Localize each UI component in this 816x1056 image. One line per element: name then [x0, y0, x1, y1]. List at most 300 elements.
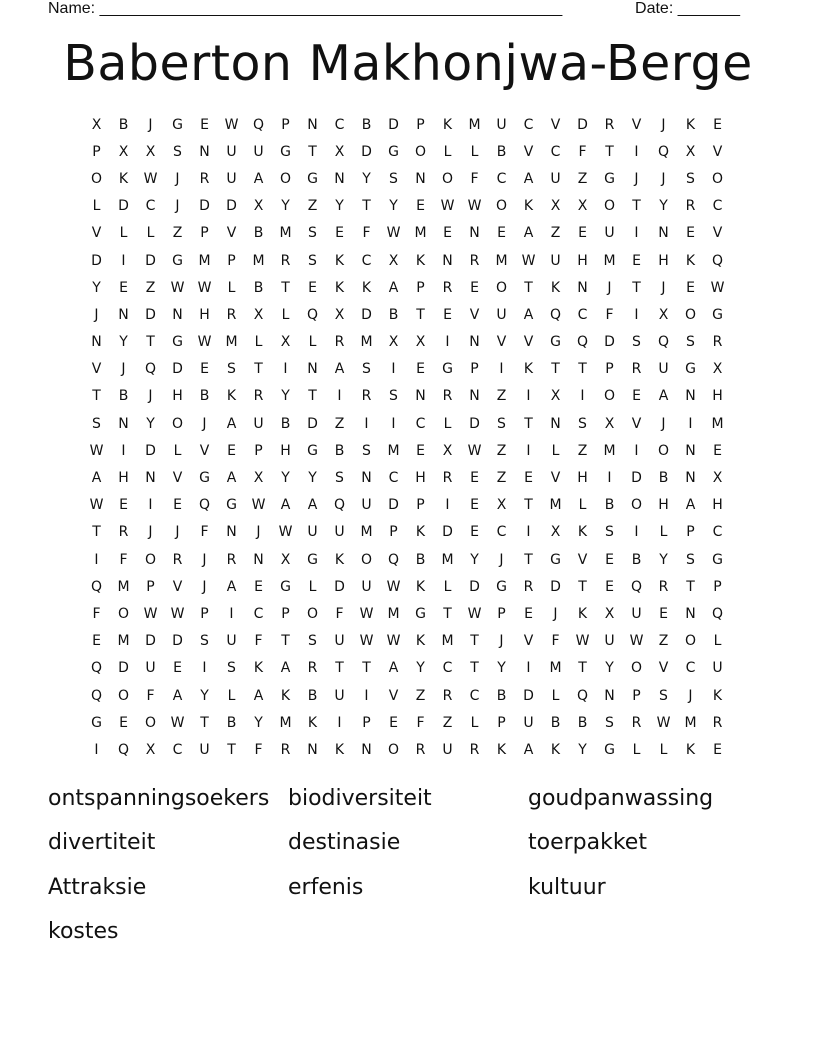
grid-letter[interactable]: M — [468, 116, 481, 133]
grid-letter[interactable]: A — [307, 497, 318, 514]
grid-letter[interactable]: E — [173, 497, 182, 514]
grid-letter[interactable]: L — [146, 225, 155, 242]
grid-letter[interactable]: B — [415, 551, 426, 568]
grid-letter[interactable]: I — [634, 143, 639, 160]
grid-letter[interactable]: H — [577, 470, 588, 487]
grid-letter[interactable]: Y — [335, 198, 344, 215]
grid-letter[interactable]: R — [118, 524, 129, 541]
grid-letter[interactable]: A — [226, 415, 237, 432]
grid-letter[interactable]: A — [280, 660, 291, 677]
grid-letter[interactable]: U — [361, 578, 372, 595]
grid-letter[interactable]: P — [281, 605, 290, 622]
grid-letter[interactable]: K — [577, 605, 588, 622]
grid-letter[interactable]: Y — [659, 551, 668, 568]
grid-letter[interactable]: U — [334, 687, 345, 704]
grid-letter[interactable]: Z — [334, 415, 345, 432]
grid-letter[interactable]: N — [442, 252, 453, 269]
grid-letter[interactable]: Q — [333, 497, 346, 514]
grid-letter[interactable]: A — [226, 470, 237, 487]
grid-letter[interactable]: O — [279, 170, 292, 187]
grid-letter[interactable]: T — [632, 279, 641, 296]
grid-letter[interactable]: G — [604, 170, 615, 187]
grid-letter[interactable]: W — [440, 198, 455, 215]
grid-letter[interactable]: M — [441, 551, 454, 568]
grid-letter[interactable]: L — [173, 442, 182, 459]
grid-letter[interactable]: V — [91, 225, 102, 242]
grid-letter[interactable]: I — [391, 415, 396, 432]
grid-letter[interactable]: Y — [308, 470, 317, 487]
grid-letter[interactable]: W — [89, 442, 104, 459]
grid-letter[interactable]: Q — [90, 578, 103, 595]
grid-letter[interactable]: B — [334, 442, 345, 459]
grid-letter[interactable]: N — [469, 334, 480, 351]
grid-letter[interactable]: N — [604, 687, 615, 704]
grid-letter[interactable]: O — [90, 170, 103, 187]
grid-letter[interactable]: W — [521, 252, 536, 269]
grid-letter[interactable]: N — [199, 143, 210, 160]
grid-letter[interactable]: K — [361, 279, 372, 296]
grid-letter[interactable]: V — [523, 334, 534, 351]
grid-letter[interactable]: P — [605, 361, 614, 378]
grid-letter[interactable]: I — [337, 388, 342, 405]
grid-letter[interactable]: T — [281, 279, 290, 296]
grid-letter[interactable]: K — [415, 578, 426, 595]
grid-letter[interactable]: T — [470, 633, 479, 650]
grid-letter[interactable]: S — [686, 334, 695, 351]
grid-letter[interactable]: S — [686, 170, 695, 187]
grid-letter[interactable]: P — [416, 279, 425, 296]
grid-letter[interactable]: T — [524, 279, 533, 296]
grid-letter[interactable]: A — [253, 687, 264, 704]
grid-letter[interactable]: T — [524, 415, 533, 432]
grid-letter[interactable]: R — [199, 170, 210, 187]
grid-letter[interactable]: R — [253, 388, 264, 405]
grid-letter[interactable]: Q — [549, 306, 562, 323]
grid-letter[interactable]: L — [632, 741, 641, 758]
grid-letter[interactable]: W — [197, 279, 212, 296]
grid-letter[interactable]: U — [550, 170, 561, 187]
grid-letter[interactable]: E — [443, 225, 452, 242]
grid-letter[interactable]: K — [685, 741, 696, 758]
grid-letter[interactable]: P — [200, 225, 209, 242]
grid-letter[interactable]: S — [362, 442, 371, 459]
grid-letter[interactable]: J — [175, 170, 180, 187]
grid-letter[interactable]: Q — [198, 497, 211, 514]
grid-letter[interactable]: R — [307, 660, 318, 677]
grid-letter[interactable]: G — [442, 361, 453, 378]
grid-letter[interactable]: S — [92, 415, 101, 432]
grid-letter[interactable]: L — [659, 524, 668, 541]
grid-letter[interactable]: E — [470, 497, 479, 514]
grid-letter[interactable]: D — [145, 252, 156, 269]
grid-letter[interactable]: R — [361, 388, 372, 405]
grid-letter[interactable]: F — [416, 714, 425, 731]
grid-letter[interactable]: U — [496, 116, 507, 133]
grid-letter[interactable]: L — [551, 442, 560, 459]
grid-letter[interactable]: S — [362, 361, 371, 378]
grid-letter[interactable]: S — [605, 524, 614, 541]
grid-letter[interactable]: C — [577, 306, 588, 323]
grid-letter[interactable]: O — [603, 388, 616, 405]
grid-letter[interactable]: D — [145, 306, 156, 323]
grid-letter[interactable]: N — [577, 279, 588, 296]
grid-letter[interactable]: K — [577, 524, 588, 541]
grid-letter[interactable]: K — [334, 741, 345, 758]
grid-letter[interactable]: Q — [657, 334, 670, 351]
grid-letter[interactable]: E — [713, 442, 722, 459]
grid-letter[interactable]: E — [605, 551, 614, 568]
grid-letter[interactable]: F — [119, 551, 128, 568]
grid-letter[interactable]: D — [361, 306, 372, 323]
grid-letter[interactable]: N — [685, 388, 696, 405]
grid-letter[interactable]: D — [118, 660, 129, 677]
grid-letter[interactable]: D — [469, 578, 480, 595]
grid-letter[interactable]: M — [279, 714, 292, 731]
grid-letter[interactable]: E — [686, 279, 695, 296]
grid-letter[interactable]: P — [713, 578, 722, 595]
grid-letter[interactable]: K — [550, 741, 561, 758]
grid-letter[interactable]: R — [226, 551, 237, 568]
grid-letter[interactable]: L — [227, 279, 236, 296]
grid-letter[interactable]: M — [360, 334, 373, 351]
grid-letter[interactable]: Y — [389, 198, 398, 215]
grid-letter[interactable]: E — [605, 578, 614, 595]
grid-letter[interactable]: G — [550, 551, 561, 568]
grid-letter[interactable]: T — [362, 198, 371, 215]
grid-letter[interactable]: R — [334, 334, 345, 351]
grid-letter[interactable]: O — [414, 143, 427, 160]
grid-letter[interactable]: P — [497, 605, 506, 622]
grid-letter[interactable]: X — [118, 143, 129, 160]
grid-letter[interactable]: L — [713, 633, 722, 650]
grid-letter[interactable]: W — [143, 605, 158, 622]
grid-letter[interactable]: O — [441, 170, 454, 187]
grid-letter[interactable]: L — [308, 334, 317, 351]
grid-letter[interactable]: T — [146, 334, 155, 351]
grid-letter[interactable]: Z — [442, 714, 453, 731]
grid-letter[interactable]: Y — [578, 741, 587, 758]
grid-letter[interactable]: M — [225, 334, 238, 351]
grid-letter[interactable]: S — [308, 252, 317, 269]
grid-letter[interactable]: D — [118, 198, 129, 215]
grid-letter[interactable]: S — [200, 633, 209, 650]
grid-letter[interactable]: I — [121, 442, 126, 459]
grid-letter[interactable]: T — [308, 388, 317, 405]
grid-letter[interactable]: N — [415, 388, 426, 405]
grid-letter[interactable]: T — [470, 660, 479, 677]
grid-letter[interactable]: N — [685, 470, 696, 487]
grid-letter[interactable]: I — [634, 524, 639, 541]
grid-letter[interactable]: S — [227, 361, 236, 378]
grid-letter[interactable]: U — [334, 524, 345, 541]
grid-letter[interactable]: P — [686, 524, 695, 541]
grid-letter[interactable]: M — [117, 633, 130, 650]
grid-letter[interactable]: X — [388, 252, 399, 269]
grid-letter[interactable]: T — [416, 306, 425, 323]
grid-letter[interactable]: Z — [496, 470, 507, 487]
grid-letter[interactable]: E — [470, 524, 479, 541]
grid-letter[interactable]: S — [632, 334, 641, 351]
grid-letter[interactable]: R — [604, 116, 615, 133]
grid-letter[interactable]: E — [173, 660, 182, 677]
grid-letter[interactable]: T — [335, 660, 344, 677]
grid-letter[interactable]: M — [252, 252, 265, 269]
grid-letter[interactable]: N — [415, 170, 426, 187]
grid-letter[interactable]: J — [499, 633, 504, 650]
grid-letter[interactable]: D — [442, 524, 453, 541]
grid-letter[interactable]: A — [91, 470, 102, 487]
grid-letter[interactable]: R — [442, 388, 453, 405]
grid-letter[interactable]: D — [469, 415, 480, 432]
grid-letter[interactable]: T — [578, 660, 587, 677]
grid-letter[interactable]: U — [199, 741, 210, 758]
grid-letter[interactable]: I — [391, 361, 396, 378]
grid-letter[interactable]: E — [470, 470, 479, 487]
grid-letter[interactable]: J — [175, 198, 180, 215]
grid-letter[interactable]: L — [551, 687, 560, 704]
grid-letter[interactable]: Q — [657, 143, 670, 160]
grid-letter[interactable]: D — [199, 198, 210, 215]
grid-letter[interactable]: E — [254, 578, 263, 595]
grid-letter[interactable]: K — [415, 633, 426, 650]
grid-letter[interactable]: M — [441, 633, 454, 650]
grid-letter[interactable]: O — [684, 633, 697, 650]
grid-letter[interactable]: Y — [281, 198, 290, 215]
grid-letter[interactable]: X — [712, 361, 723, 378]
grid-letter[interactable]: B — [496, 687, 507, 704]
grid-letter[interactable]: K — [415, 252, 426, 269]
grid-letter[interactable]: I — [364, 415, 369, 432]
grid-letter[interactable]: A — [523, 225, 534, 242]
grid-letter[interactable]: X — [442, 442, 453, 459]
grid-letter[interactable]: N — [307, 361, 318, 378]
grid-letter[interactable]: U — [226, 633, 237, 650]
grid-letter[interactable]: A — [658, 388, 669, 405]
grid-letter[interactable]: J — [121, 361, 126, 378]
grid-letter[interactable]: T — [578, 361, 587, 378]
grid-letter[interactable]: I — [634, 306, 639, 323]
grid-letter[interactable]: C — [496, 170, 507, 187]
grid-letter[interactable]: W — [197, 334, 212, 351]
grid-letter[interactable]: G — [307, 442, 318, 459]
grid-letter[interactable]: X — [604, 415, 615, 432]
grid-letter[interactable]: D — [145, 442, 156, 459]
grid-letter[interactable]: H — [658, 252, 669, 269]
grid-letter[interactable]: O — [117, 687, 130, 704]
grid-letter[interactable]: D — [172, 361, 183, 378]
grid-letter[interactable]: K — [415, 524, 426, 541]
grid-letter[interactable]: W — [467, 605, 482, 622]
grid-letter[interactable]: S — [173, 143, 182, 160]
grid-letter[interactable]: G — [415, 605, 426, 622]
grid-letter[interactable]: B — [577, 714, 588, 731]
grid-letter[interactable]: Q — [630, 578, 643, 595]
grid-letter[interactable]: H — [415, 470, 426, 487]
grid-letter[interactable]: V — [172, 578, 183, 595]
grid-letter[interactable]: N — [307, 116, 318, 133]
grid-letter[interactable]: Z — [307, 198, 318, 215]
grid-letter[interactable]: A — [226, 578, 237, 595]
grid-letter[interactable]: R — [442, 687, 453, 704]
grid-letter[interactable]: H — [712, 497, 723, 514]
grid-letter[interactable]: R — [712, 714, 723, 731]
grid-letter[interactable]: L — [443, 143, 452, 160]
grid-letter[interactable]: E — [524, 605, 533, 622]
grid-letter[interactable]: H — [118, 470, 129, 487]
grid-letter[interactable]: F — [605, 306, 614, 323]
name-field-label[interactable]: Name: ____________________________________________________ — [48, 0, 563, 17]
grid-letter[interactable]: T — [254, 361, 263, 378]
grid-letter[interactable]: I — [445, 497, 450, 514]
grid-letter[interactable]: K — [685, 116, 696, 133]
grid-letter[interactable]: X — [550, 524, 561, 541]
grid-letter[interactable]: B — [550, 714, 561, 731]
grid-letter[interactable]: P — [200, 605, 209, 622]
grid-letter[interactable]: B — [280, 415, 291, 432]
grid-letter[interactable]: N — [118, 306, 129, 323]
grid-letter[interactable]: I — [94, 741, 99, 758]
grid-letter[interactable]: M — [387, 605, 400, 622]
grid-letter[interactable]: S — [659, 687, 668, 704]
grid-letter[interactable]: Y — [470, 551, 479, 568]
grid-letter[interactable]: G — [172, 334, 183, 351]
grid-letter[interactable]: Q — [306, 306, 319, 323]
grid-letter[interactable]: D — [361, 143, 372, 160]
grid-letter[interactable]: C — [442, 660, 453, 677]
grid-letter[interactable]: O — [387, 741, 400, 758]
grid-letter[interactable]: J — [175, 524, 180, 541]
grid-letter[interactable]: Z — [415, 687, 426, 704]
grid-letter[interactable]: P — [389, 524, 398, 541]
grid-letter[interactable]: W — [467, 198, 482, 215]
grid-letter[interactable]: J — [634, 170, 639, 187]
grid-letter[interactable]: G — [604, 741, 615, 758]
grid-letter[interactable]: U — [226, 143, 237, 160]
grid-letter[interactable]: X — [658, 306, 669, 323]
grid-letter[interactable]: F — [335, 605, 344, 622]
grid-letter[interactable]: Q — [117, 741, 130, 758]
grid-letter[interactable]: X — [685, 143, 696, 160]
grid-letter[interactable]: Y — [146, 415, 155, 432]
grid-letter[interactable]: X — [145, 143, 156, 160]
grid-letter[interactable]: V — [631, 116, 642, 133]
grid-letter[interactable]: J — [499, 551, 504, 568]
grid-letter[interactable]: C — [388, 470, 399, 487]
grid-letter[interactable]: N — [550, 415, 561, 432]
grid-letter[interactable]: J — [607, 279, 612, 296]
grid-letter[interactable]: H — [577, 252, 588, 269]
grid-letter[interactable]: E — [470, 279, 479, 296]
grid-letter[interactable]: N — [91, 334, 102, 351]
grid-letter[interactable]: C — [145, 198, 156, 215]
grid-letter[interactable]: Y — [92, 279, 101, 296]
grid-letter[interactable]: A — [523, 170, 534, 187]
grid-letter[interactable]: R — [280, 252, 291, 269]
grid-letter[interactable]: J — [148, 524, 153, 541]
grid-letter[interactable]: R — [469, 252, 480, 269]
grid-letter[interactable]: N — [253, 551, 264, 568]
grid-letter[interactable]: I — [634, 225, 639, 242]
grid-letter[interactable]: M — [279, 225, 292, 242]
grid-letter[interactable]: F — [551, 633, 560, 650]
grid-letter[interactable]: I — [148, 497, 153, 514]
grid-letter[interactable]: X — [388, 334, 399, 351]
grid-letter[interactable]: E — [578, 225, 587, 242]
grid-letter[interactable]: H — [172, 388, 183, 405]
grid-letter[interactable]: W — [170, 714, 185, 731]
grid-letter[interactable]: J — [202, 551, 207, 568]
grid-letter[interactable]: T — [578, 578, 587, 595]
grid-letter[interactable]: C — [469, 687, 480, 704]
grid-letter[interactable]: I — [634, 442, 639, 459]
grid-letter[interactable]: M — [414, 225, 427, 242]
grid-letter[interactable]: D — [388, 497, 399, 514]
grid-letter[interactable]: M — [117, 578, 130, 595]
grid-letter[interactable]: N — [469, 225, 480, 242]
grid-letter[interactable]: G — [712, 306, 723, 323]
grid-letter[interactable]: I — [526, 524, 531, 541]
grid-letter[interactable]: X — [712, 470, 723, 487]
grid-letter[interactable]: R — [442, 279, 453, 296]
grid-letter[interactable]: C — [415, 415, 426, 432]
grid-letter[interactable]: X — [253, 470, 264, 487]
grid-letter[interactable]: F — [92, 605, 101, 622]
grid-letter[interactable]: S — [686, 551, 695, 568]
grid-letter[interactable]: H — [280, 442, 291, 459]
grid-letter[interactable]: L — [578, 497, 587, 514]
grid-letter[interactable]: K — [523, 198, 534, 215]
grid-letter[interactable]: B — [199, 388, 210, 405]
grid-letter[interactable]: V — [523, 633, 534, 650]
grid-letter[interactable]: H — [712, 388, 723, 405]
grid-letter[interactable]: V — [388, 687, 399, 704]
grid-letter[interactable]: W — [359, 605, 374, 622]
grid-letter[interactable]: W — [629, 633, 644, 650]
grid-letter[interactable]: X — [145, 741, 156, 758]
grid-letter[interactable]: F — [146, 687, 155, 704]
grid-letter[interactable]: I — [94, 551, 99, 568]
grid-letter[interactable]: I — [580, 388, 585, 405]
grid-letter[interactable]: G — [91, 714, 102, 731]
grid-letter[interactable]: N — [226, 524, 237, 541]
grid-letter[interactable]: E — [119, 279, 128, 296]
grid-letter[interactable]: V — [199, 442, 210, 459]
grid-letter[interactable]: P — [227, 252, 236, 269]
grid-letter[interactable]: A — [172, 687, 183, 704]
grid-letter[interactable]: E — [659, 605, 668, 622]
grid-letter[interactable]: G — [172, 116, 183, 133]
grid-letter[interactable]: G — [226, 497, 237, 514]
grid-letter[interactable]: U — [361, 497, 372, 514]
grid-letter[interactable]: U — [523, 714, 534, 731]
grid-letter[interactable]: W — [575, 633, 590, 650]
grid-letter[interactable]: I — [526, 660, 531, 677]
grid-letter[interactable]: X — [334, 143, 345, 160]
grid-letter[interactable]: F — [362, 225, 371, 242]
grid-letter[interactable]: V — [658, 660, 669, 677]
grid-letter[interactable]: A — [388, 660, 399, 677]
grid-letter[interactable]: Q — [576, 334, 589, 351]
grid-letter[interactable]: L — [281, 306, 290, 323]
grid-letter[interactable]: O — [306, 605, 319, 622]
grid-letter[interactable]: X — [280, 551, 291, 568]
grid-letter[interactable]: X — [550, 198, 561, 215]
grid-letter[interactable]: J — [553, 605, 558, 622]
grid-letter[interactable]: W — [467, 442, 482, 459]
grid-letter[interactable]: M — [711, 415, 724, 432]
grid-letter[interactable]: E — [335, 225, 344, 242]
grid-letter[interactable]: E — [119, 497, 128, 514]
